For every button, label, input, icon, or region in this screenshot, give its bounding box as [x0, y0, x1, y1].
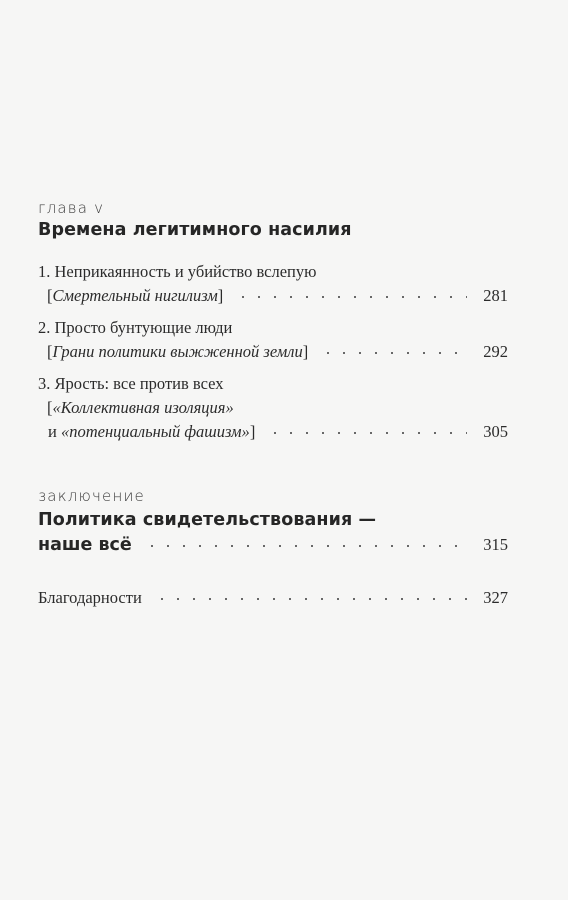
toc-entry-1-number: 1.: [38, 262, 51, 281]
dot-leader: [235, 296, 467, 298]
toc-entry-3-page-number: 305: [483, 422, 508, 441]
conclusion-title-line2: наше всё: [38, 535, 132, 555]
toc-entry-1-title-text: Неприкаянность и убийство вслепую: [54, 262, 317, 281]
toc-entry-3-number: 3.: [38, 374, 51, 393]
toc-entry-2-open-bracket: [: [47, 342, 53, 361]
toc-entry-2-title[interactable]: [38, 318, 232, 338]
toc-entry-3-title[interactable]: [38, 374, 224, 394]
dot-leader: [154, 598, 467, 600]
conclusion-page-number: 315: [483, 535, 508, 554]
toc-entry-3-subtitle-plain: и: [48, 422, 61, 441]
toc-entry-3-subtitle-part2: «потенциальный фашизм»: [60, 422, 250, 441]
toc-entry-2-title-text: Просто бунтующие люди: [54, 318, 233, 337]
toc-entry-3-subtitle-part1: «Коллективная изоляция»: [52, 398, 234, 417]
acknowledgements-row[interactable]: [38, 588, 508, 608]
toc-entry-3-subtitle-line1: [38, 398, 234, 418]
toc-entry-2-subtitle: Грани политики выжженной земли: [52, 342, 303, 361]
conclusion-title-line1: Политика свидетельствования —: [38, 510, 377, 530]
dot-leader: [267, 432, 467, 434]
chapter-label: глава v: [38, 199, 105, 217]
dot-leader: [320, 352, 467, 354]
conclusion-row[interactable]: [38, 535, 508, 555]
conclusion-label: заключение: [38, 487, 145, 505]
toc-entry-3-close-bracket: ]: [249, 422, 256, 441]
toc-entry-1-subtitle: Смертельный нигилизм: [52, 286, 218, 305]
toc-entry-1-subtitle-row[interactable]: [38, 286, 508, 306]
table-of-contents-page: [38, 0, 508, 900]
chapter-title: Времена легитимного насилия: [38, 220, 352, 240]
toc-entry-3-open-bracket: [: [47, 398, 53, 417]
toc-entry-3-title-text: Ярость: все против всех: [54, 374, 224, 393]
toc-entry-1-page-number: 281: [483, 286, 508, 305]
toc-entry-1-title[interactable]: [38, 262, 316, 282]
acknowledgements-page-number: 327: [483, 588, 508, 607]
toc-entry-3-subtitle-row[interactable]: [38, 422, 508, 442]
dot-leader: [144, 545, 467, 547]
toc-entry-2-subtitle-row[interactable]: [38, 342, 508, 362]
toc-entry-2-number: 2.: [38, 318, 51, 337]
toc-entry-1-close-bracket: ]: [217, 286, 224, 305]
toc-entry-2-page-number: 292: [483, 342, 508, 361]
acknowledgements-title: Благодарности: [38, 588, 142, 607]
toc-entry-2-close-bracket: ]: [302, 342, 309, 361]
toc-entry-1-open-bracket: [: [47, 286, 53, 305]
